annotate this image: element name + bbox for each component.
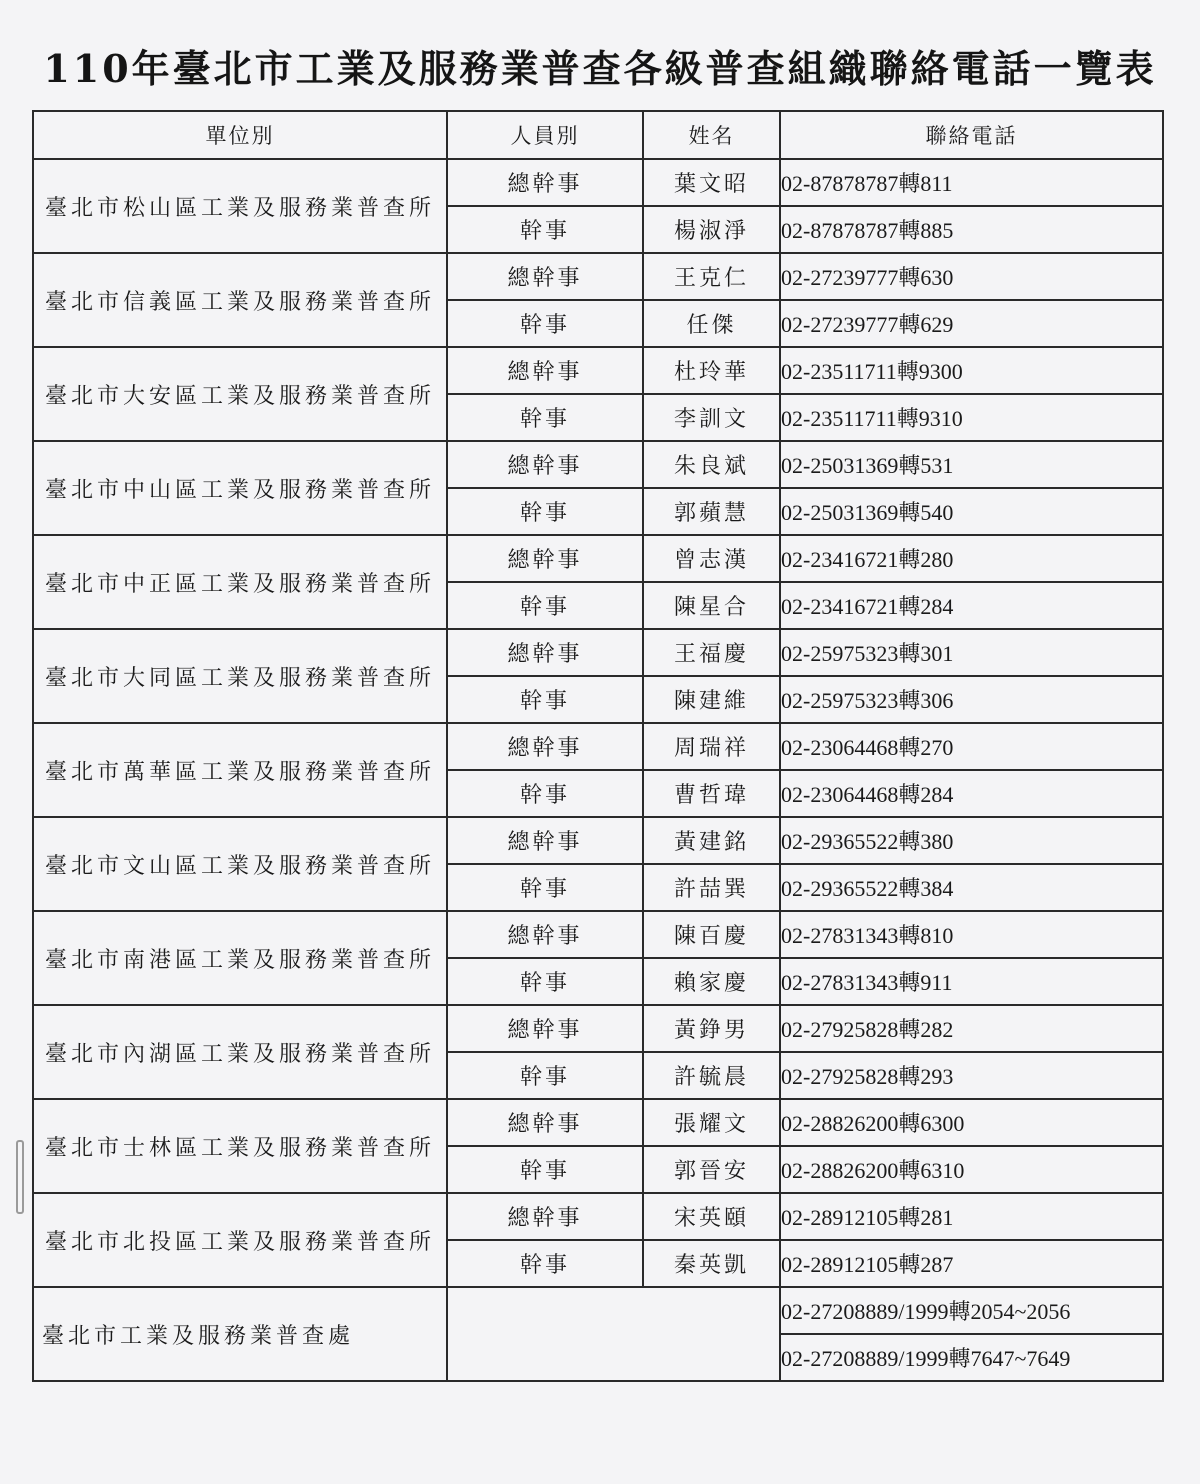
role-cell: 總幹事 (447, 159, 643, 206)
phone-cell: 02-25975323轉306 (780, 676, 1163, 723)
role-cell: 總幹事 (447, 1099, 643, 1146)
name-cell: 許毓晨 (643, 1052, 780, 1099)
phone-cell: 02-27831343轉810 (780, 911, 1163, 958)
table-row (33, 723, 1163, 770)
name-cell: 陳百慶 (643, 911, 780, 958)
table-row (33, 535, 1163, 582)
name-cell: 郭蘋慧 (643, 488, 780, 535)
role-cell: 幹事 (447, 206, 643, 253)
table-row (33, 1005, 1163, 1052)
phone-cell: 02-23416721轉284 (780, 582, 1163, 629)
role-cell: 總幹事 (447, 817, 643, 864)
role-cell: 總幹事 (447, 441, 643, 488)
table-row (33, 911, 1163, 958)
role-cell: 總幹事 (447, 347, 643, 394)
table-row (33, 347, 1163, 394)
table-row (33, 1287, 1163, 1334)
unit-cell: 臺北市大同區工業及服務業普查所 (33, 629, 447, 723)
name-cell: 秦英凱 (643, 1240, 780, 1287)
phone-cell: 02-28826200轉6310 (780, 1146, 1163, 1193)
unit-cell: 臺北市南港區工業及服務業普查所 (33, 911, 447, 1005)
phone-cell: 02-28826200轉6300 (780, 1099, 1163, 1146)
name-cell: 陳建維 (643, 676, 780, 723)
page-title: 110年臺北市工業及服務業普查各級普查組織聯絡電話一覽表 (43, 46, 1157, 91)
name-cell: 王福慶 (643, 629, 780, 676)
table-body (33, 159, 1163, 1381)
phone-cell: 02-25975323轉301 (780, 629, 1163, 676)
phone-cell: 02-27239777轉629 (780, 300, 1163, 347)
phone-cell: 02-23511711轉9310 (780, 394, 1163, 441)
role-cell: 幹事 (447, 488, 643, 535)
name-cell: 陳星合 (643, 582, 780, 629)
name-cell: 杜玲華 (643, 347, 780, 394)
unit-cell: 臺北市信義區工業及服務業普查所 (33, 253, 447, 347)
role-cell: 幹事 (447, 864, 643, 911)
name-cell: 李訓文 (643, 394, 780, 441)
name-cell: 任傑 (643, 300, 780, 347)
headquarters-empty-cell (447, 1287, 780, 1381)
header-role: 人員別 (447, 111, 643, 159)
table-row (33, 629, 1163, 676)
name-cell: 黃錚男 (643, 1005, 780, 1052)
phone-cell: 02-27925828轉282 (780, 1005, 1163, 1052)
unit-cell: 臺北市萬華區工業及服務業普查所 (33, 723, 447, 817)
role-cell: 幹事 (447, 1240, 643, 1287)
phone-cell: 02-27925828轉293 (780, 1052, 1163, 1099)
phone-cell: 02-29365522轉384 (780, 864, 1163, 911)
name-cell: 賴家慶 (643, 958, 780, 1005)
name-cell: 朱良斌 (643, 441, 780, 488)
unit-cell: 臺北市大安區工業及服務業普查所 (33, 347, 447, 441)
table-row (33, 441, 1163, 488)
role-cell: 幹事 (447, 394, 643, 441)
name-cell: 葉文昭 (643, 159, 780, 206)
unit-cell: 臺北市文山區工業及服務業普查所 (33, 817, 447, 911)
header-name: 姓名 (643, 111, 780, 159)
role-cell: 幹事 (447, 300, 643, 347)
role-cell: 幹事 (447, 958, 643, 1005)
name-cell: 曾志漢 (643, 535, 780, 582)
phone-cell: 02-87878787轉885 (780, 206, 1163, 253)
phone-cell: 02-29365522轉380 (780, 817, 1163, 864)
phone-cell: 02-23416721轉280 (780, 535, 1163, 582)
role-cell: 幹事 (447, 1052, 643, 1099)
unit-cell: 臺北市北投區工業及服務業普查所 (33, 1193, 447, 1287)
header-unit: 單位別 (33, 111, 447, 159)
name-cell: 黃建銘 (643, 817, 780, 864)
phone-cell: 02-25031369轉531 (780, 441, 1163, 488)
role-cell: 總幹事 (447, 1005, 643, 1052)
phone-cell: 02-27831343轉911 (780, 958, 1163, 1005)
contact-table (32, 110, 1164, 1382)
name-cell: 楊淑淨 (643, 206, 780, 253)
unit-cell: 臺北市松山區工業及服務業普查所 (33, 159, 447, 253)
phone-cell: 02-28912105轉281 (780, 1193, 1163, 1240)
phone-cell: 02-27208889/1999轉2054~2056 (780, 1287, 1163, 1334)
name-cell: 王克仁 (643, 253, 780, 300)
table-row (33, 817, 1163, 864)
name-cell: 張耀文 (643, 1099, 780, 1146)
role-cell: 總幹事 (447, 723, 643, 770)
name-cell: 許喆巽 (643, 864, 780, 911)
phone-cell: 02-23064468轉270 (780, 723, 1163, 770)
phone-cell: 02-23511711轉9300 (780, 347, 1163, 394)
name-cell: 周瑞祥 (643, 723, 780, 770)
name-cell: 曹哲瑋 (643, 770, 780, 817)
role-cell: 總幹事 (447, 253, 643, 300)
name-cell: 郭晉安 (643, 1146, 780, 1193)
role-cell: 總幹事 (447, 535, 643, 582)
header-row (33, 111, 1163, 159)
table-row (33, 159, 1163, 206)
role-cell: 幹事 (447, 676, 643, 723)
phone-cell: 02-27208889/1999轉7647~7649 (780, 1334, 1163, 1381)
staple-mark (16, 1140, 24, 1214)
role-cell: 幹事 (447, 1146, 643, 1193)
name-cell: 宋英頤 (643, 1193, 780, 1240)
role-cell: 總幹事 (447, 629, 643, 676)
phone-cell: 02-25031369轉540 (780, 488, 1163, 535)
unit-cell: 臺北市士林區工業及服務業普查所 (33, 1099, 447, 1193)
role-cell: 總幹事 (447, 911, 643, 958)
phone-cell: 02-87878787轉811 (780, 159, 1163, 206)
table-row (33, 253, 1163, 300)
header-phone: 聯絡電話 (780, 111, 1163, 159)
unit-cell: 臺北市中正區工業及服務業普查所 (33, 535, 447, 629)
phone-cell: 02-27239777轉630 (780, 253, 1163, 300)
table-row (33, 1193, 1163, 1240)
headquarters-unit-cell: 臺北市工業及服務業普查處 (33, 1287, 447, 1381)
role-cell: 總幹事 (447, 1193, 643, 1240)
phone-cell: 02-28912105轉287 (780, 1240, 1163, 1287)
unit-cell: 臺北市內湖區工業及服務業普查所 (33, 1005, 447, 1099)
role-cell: 幹事 (447, 770, 643, 817)
role-cell: 幹事 (447, 582, 643, 629)
phone-cell: 02-23064468轉284 (780, 770, 1163, 817)
unit-cell: 臺北市中山區工業及服務業普查所 (33, 441, 447, 535)
table-row (33, 1099, 1163, 1146)
